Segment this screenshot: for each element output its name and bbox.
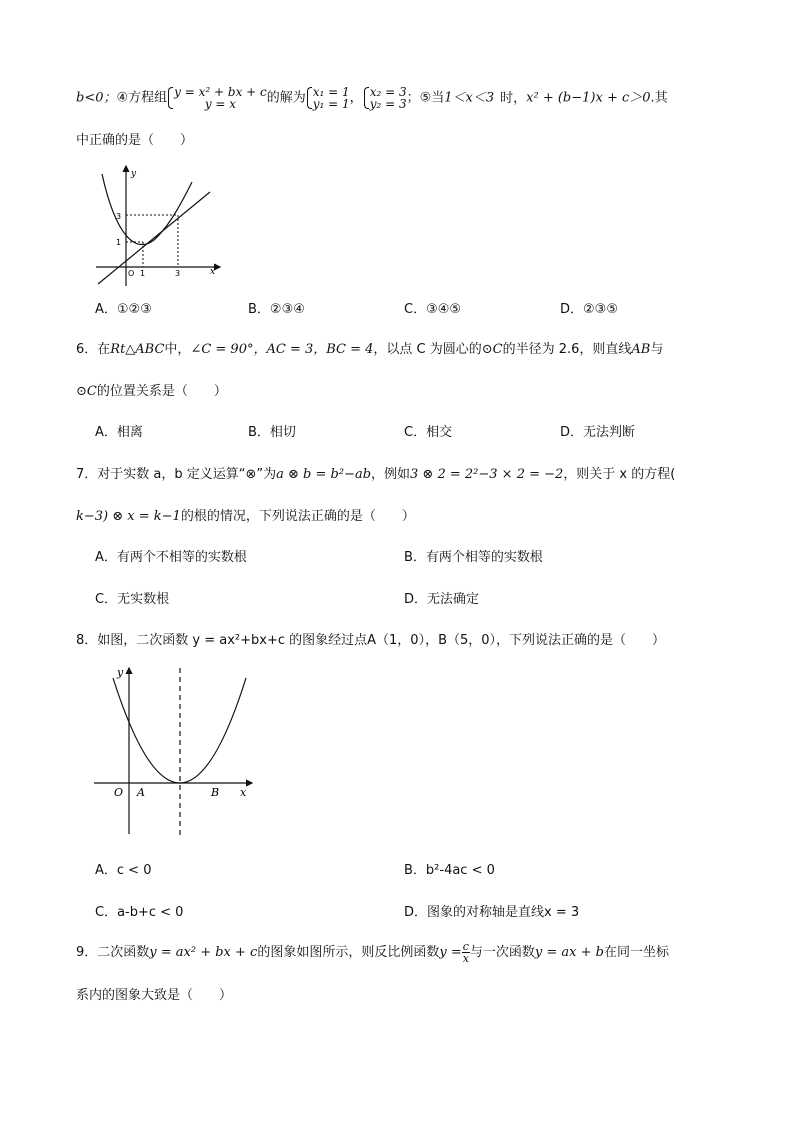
q5-math: x² + (b−1)x + c＞0 <box>526 90 651 106</box>
axis-label-y: y <box>131 169 137 179</box>
q5-text: .其 <box>650 90 668 106</box>
q6-text: 6．在 <box>76 342 111 357</box>
q7-text: ，例如 <box>371 467 411 482</box>
parabola <box>102 174 192 245</box>
q9-text: 9．二次函数 <box>76 945 150 960</box>
q6-option-c[interactable]: C．相交 <box>404 425 453 440</box>
q6-line1 <box>76 338 663 357</box>
q7-line2 <box>76 505 415 524</box>
q9-math: y = ax² + bx + c <box>149 945 258 960</box>
q6-text: ，以点 C 为圆心的 <box>373 342 482 357</box>
axis-label-x: x <box>210 267 216 277</box>
q7-math: 3 ⊗ 2 = 2²−3 × 2 = −2 <box>410 467 564 482</box>
equation: x₂ = 3 <box>369 85 407 99</box>
solution-system <box>363 86 407 110</box>
q6-math: ∠C = 90°，AC = 3，BC = 4 <box>190 342 374 357</box>
equation: y₁ = 1 <box>312 97 350 111</box>
q6-option-d[interactable]: D．无法判断 <box>560 425 636 440</box>
q5-text: ④方程组 <box>116 90 168 106</box>
q8-line1: 8．如图，二次函数 y = ax²+bx+c 的图象经过点A（1，0），B（5，0），下列说法正确的是（ ） <box>76 633 666 648</box>
q9-math: y = ax + b <box>534 945 604 960</box>
q8-option-d[interactable]: D．图象的对称轴是直线x = 3 <box>404 905 580 920</box>
q5-text: ；⑤当 <box>406 90 445 106</box>
q6-text: 的半径为 2.6，则直线 <box>502 342 632 357</box>
q5-line1 <box>76 86 668 110</box>
q5-option-d[interactable]: D．②③⑤ <box>560 302 618 317</box>
q7-text: 7．对于实数 a，b 定义运算“⊗”为 <box>76 467 277 482</box>
q6-math: AB <box>631 342 651 357</box>
q9-line2: 系内的图象大致是（ ） <box>76 988 233 1003</box>
q6-text: 中， <box>164 342 191 357</box>
fraction-numerator: c <box>462 940 469 953</box>
q6-text: 的位置关系是（ ） <box>96 384 227 399</box>
q7-option-a[interactable]: A．有两个不相等的实数根 <box>95 550 247 565</box>
q6-text: 与 <box>650 342 664 357</box>
q8-option-b[interactable]: B．b²-4ac < 0 <box>404 863 495 878</box>
line-y-equals-x <box>98 192 210 284</box>
equation: x₁ = 1 <box>312 85 350 99</box>
q7-option-d[interactable]: D．无法确定 <box>404 592 480 607</box>
q5-option-b[interactable]: B．②③④ <box>248 302 305 317</box>
equation: y = x² + bx + c <box>174 85 267 99</box>
solution-system <box>306 86 350 110</box>
q9-math: y = <box>439 945 462 960</box>
q9-line1 <box>76 941 669 964</box>
point-label-a: A <box>137 786 145 799</box>
q5-option-a[interactable]: A．①②③ <box>95 302 152 317</box>
q7-text: 的根的情况，下列说法正确的是（ ） <box>180 509 415 524</box>
q9-text: 在同一坐标 <box>603 945 669 960</box>
axis-label-x: x <box>240 786 247 799</box>
point-label-b: B <box>211 786 220 799</box>
q5-line2: 中正确的是（ ） <box>76 133 194 148</box>
equation-system <box>167 86 267 110</box>
q5-text: 时， <box>500 90 527 106</box>
tick-label: 3 <box>175 269 181 278</box>
q5-text: b<0； <box>76 90 117 106</box>
origin-label: O <box>128 269 135 278</box>
q6-option-a[interactable]: A．相离 <box>95 425 143 440</box>
q9-text: 与一次函数 <box>469 945 535 960</box>
q7-option-c[interactable]: C．无实数根 <box>95 592 170 607</box>
equation: y = x <box>204 97 237 111</box>
q5-graph <box>92 162 226 288</box>
q7-line1 <box>76 463 675 482</box>
q8-graph <box>92 662 260 838</box>
origin-label: O <box>114 786 124 799</box>
q5-option-c[interactable]: C．③④⑤ <box>404 302 462 317</box>
fraction <box>462 941 470 964</box>
q6-line2 <box>76 380 227 399</box>
q6-math: ⊙C <box>76 384 97 399</box>
q7-math: a ⊗ b = b²−ab <box>276 467 372 482</box>
q6-math: ⊙C <box>481 342 503 357</box>
q8-option-a[interactable]: A．c < 0 <box>95 863 152 878</box>
q5-math: 1＜x＜3 <box>444 90 495 106</box>
fraction-denominator: x <box>462 952 469 965</box>
q6-option-b[interactable]: B．相切 <box>248 425 296 440</box>
axis-label-y: y <box>117 666 124 679</box>
tick-label: 3 <box>116 212 122 221</box>
tick-label: 1 <box>140 269 146 278</box>
q7-text: ，则关于 x 的方程( <box>563 467 676 482</box>
q8-option-c[interactable]: C．a-b+c < 0 <box>95 905 184 920</box>
q7-option-b[interactable]: B．有两个相等的实数根 <box>404 550 543 565</box>
equation: y₂ = 3 <box>369 97 407 111</box>
q6-math: Rt△ABC <box>110 342 165 357</box>
q9-text: 的图象如图所示，则反比例函数 <box>257 945 440 960</box>
q5-text: 的解为 <box>266 90 306 106</box>
q5-text: ， <box>349 90 363 106</box>
q7-math: k−3) ⊗ x = k−1 <box>76 509 181 524</box>
tick-label: 1 <box>116 238 122 247</box>
